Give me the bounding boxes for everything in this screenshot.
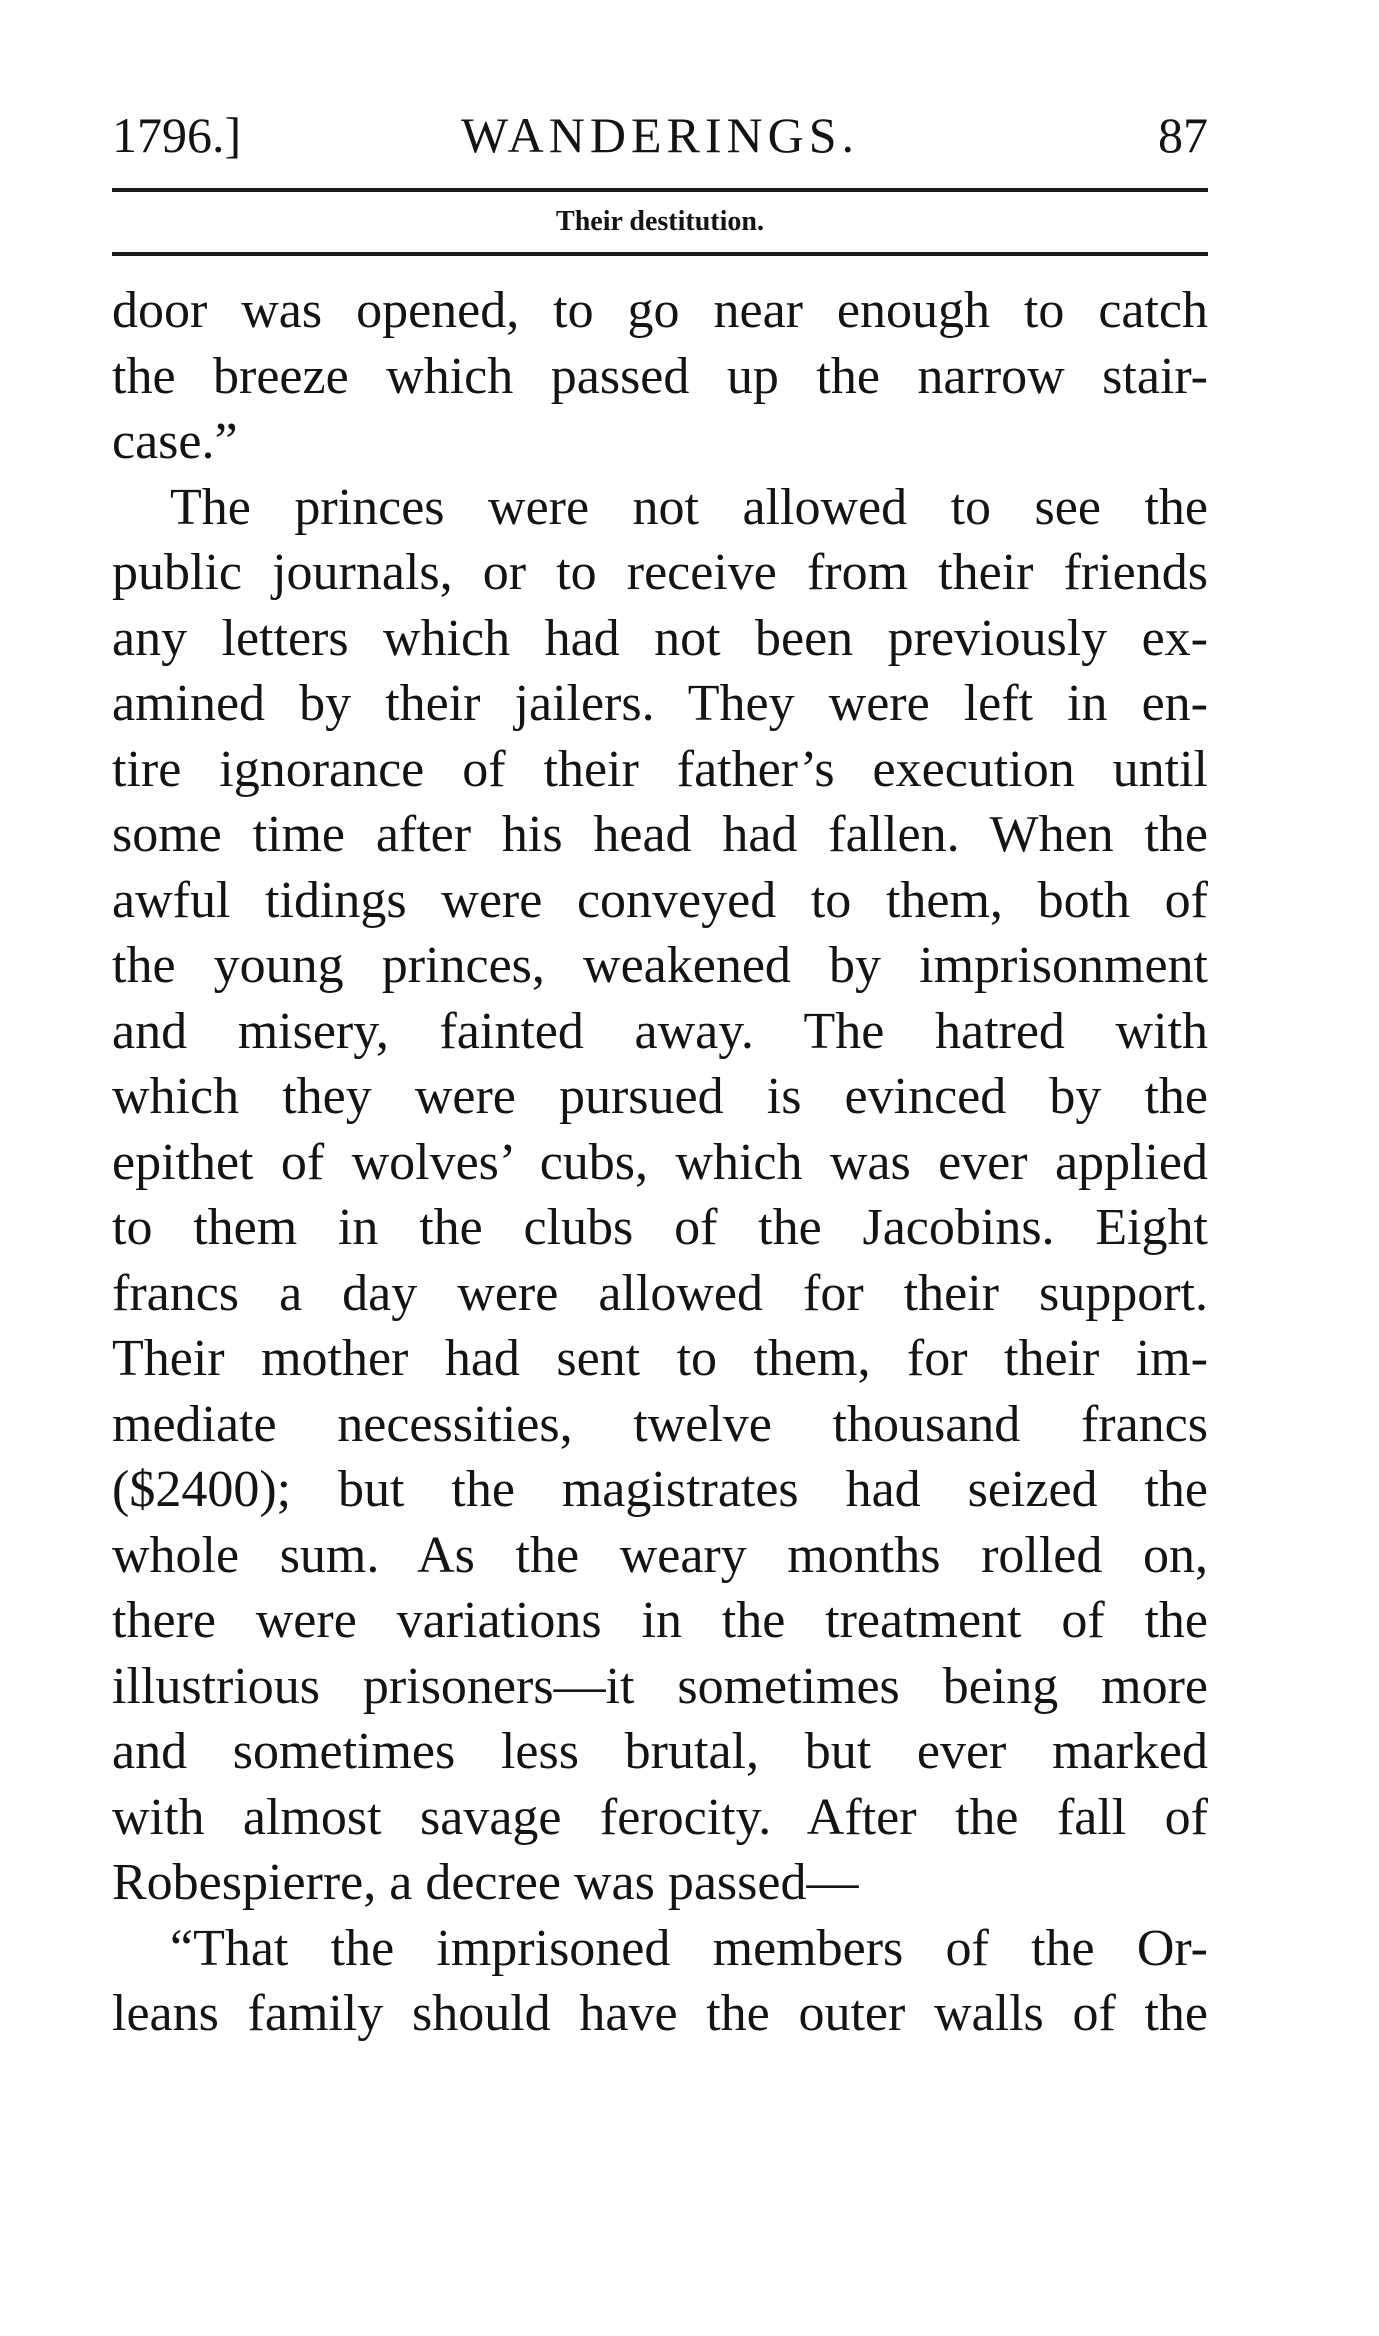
- text-line: with almost savage ferocity. After the fall of: [112, 1788, 1208, 1846]
- text-line: any letters which had not been previously ex-: [112, 609, 1208, 667]
- text-line: epithet of wolves’ cubs, which was ever applied: [112, 1133, 1208, 1191]
- text-line: to them in the clubs of the Jacobins. Eight: [112, 1199, 1208, 1256]
- text-line: some time after his head had fallen. When the: [112, 806, 1208, 863]
- body-text: [112, 278, 1208, 2047]
- chapter-year: 1796.]: [112, 107, 242, 163]
- paragraph-start-line: The princes were not allowed to see the: [170, 478, 1208, 536]
- text-line: and misery, fainted away. The hatred with: [112, 1002, 1208, 1060]
- text-line: the young princes, weakened by imprisonment: [112, 937, 1208, 994]
- text-line: door was opened, to go near enough to catch: [112, 282, 1208, 339]
- text-line: public journals, or to receive from their friends: [112, 544, 1208, 601]
- top-rule: [112, 188, 1208, 192]
- running-head: [112, 100, 1208, 170]
- running-title: WANDERINGS.: [460, 107, 860, 163]
- text-line: which they were pursued is evinced by the: [112, 1068, 1208, 1125]
- text-line: Robespierre, a decree was passed—: [112, 1854, 859, 1911]
- text-line: mediate necessities, twelve thousand francs: [112, 1395, 1208, 1453]
- text-line: awful tidings were conveyed to them, both of: [112, 871, 1208, 929]
- text-line: francs a day were allowed for their support.: [112, 1264, 1208, 1322]
- text-line: ($2400); but the magistrates had seized the: [112, 1461, 1208, 1518]
- text-line: illustrious prisoners—it sometimes being more: [112, 1657, 1208, 1715]
- text-line: and sometimes less brutal, but ever marked: [112, 1723, 1208, 1780]
- page-number: 87: [1158, 107, 1208, 163]
- text-line: the breeze which passed up the narrow stair-: [112, 347, 1208, 405]
- text-line: amined by their jailers. They were left in en-: [112, 675, 1208, 732]
- text-line: there were variations in the treatment of the: [112, 1592, 1208, 1649]
- section-subheading: Their destitution.: [556, 206, 764, 237]
- text-line: leans family should have the outer walls of the: [112, 1985, 1208, 2042]
- bottom-rule: [112, 252, 1208, 256]
- text-line: Their mother had sent to them, for their im-: [112, 1330, 1208, 1387]
- paragraph-start-line: “That the imprisoned members of the Or-: [170, 1919, 1208, 1977]
- text-line: whole sum. As the weary months rolled on,: [112, 1526, 1208, 1584]
- text-line: tire ignorance of their father’s execution until: [112, 740, 1208, 798]
- text-line: case.”: [112, 413, 238, 470]
